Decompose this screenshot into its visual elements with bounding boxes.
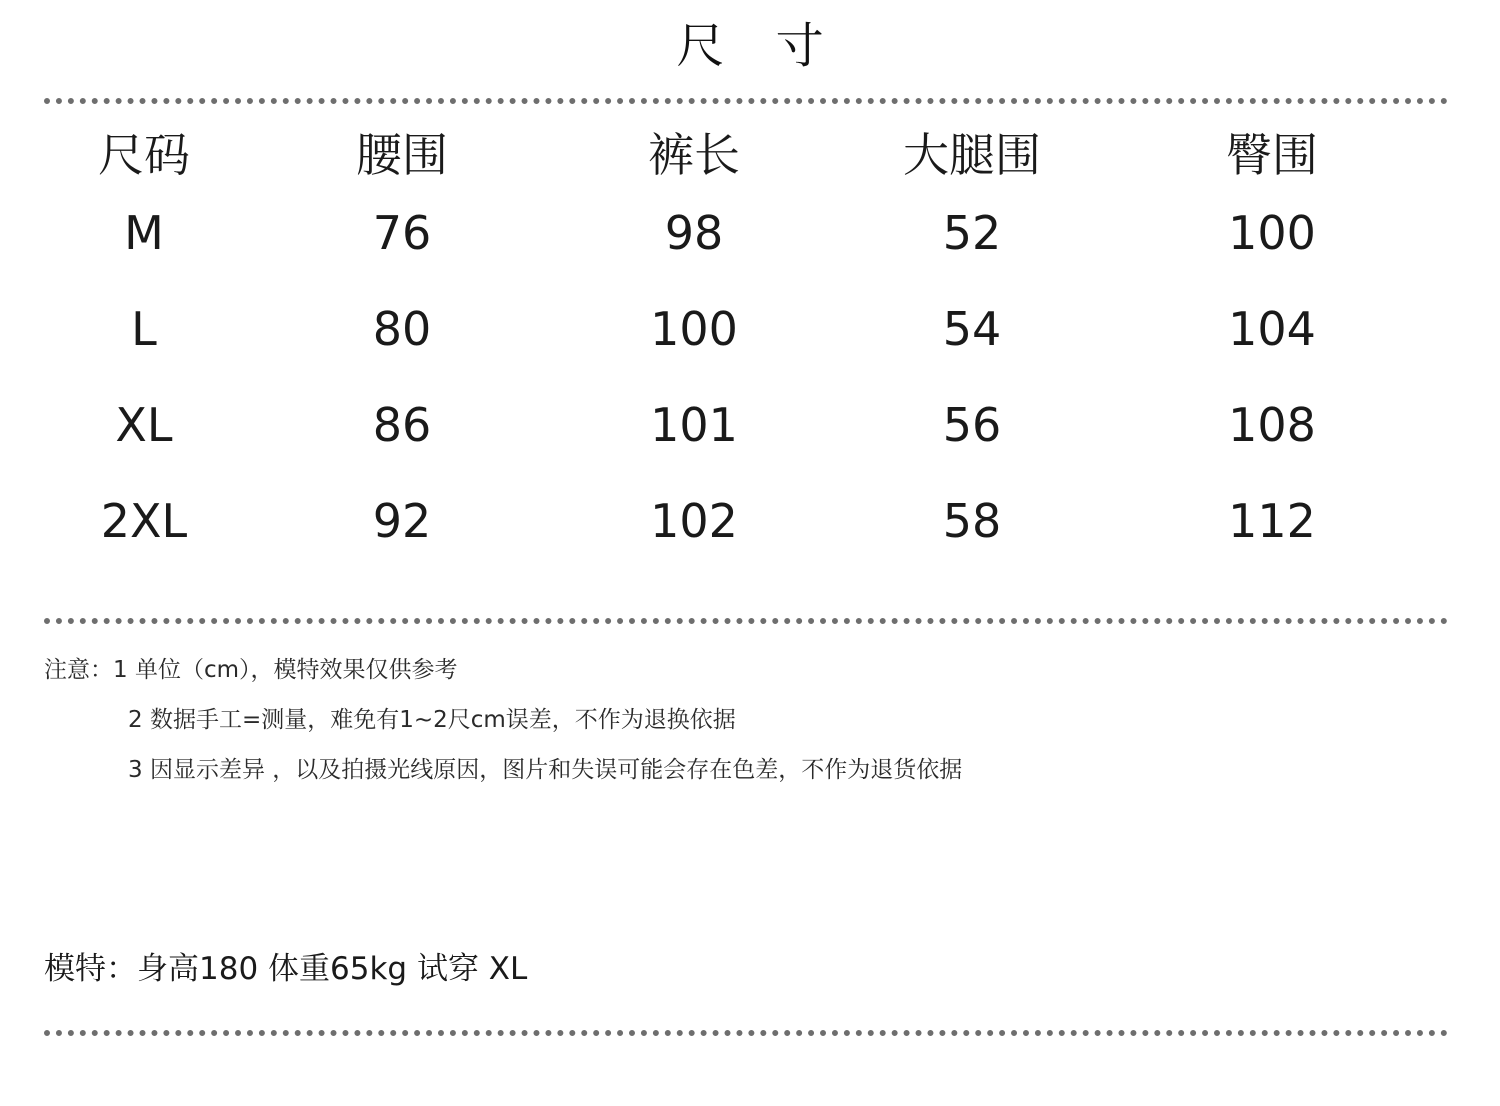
cell-length: 98 [664, 206, 724, 260]
table-row [44, 486, 1448, 556]
cell-waist: 92 [372, 494, 432, 548]
cell-hip: 100 [1228, 206, 1316, 260]
header-size: 尺码 [98, 128, 190, 182]
header-thigh: 大腿围 [903, 128, 1041, 182]
cell-thigh: 58 [942, 494, 1002, 548]
model-info: 模特：身高180 体重65kg 试穿 XL [44, 951, 528, 987]
note-line-1: 注意：1 单位（cm），模特效果仅供参考 [44, 657, 458, 683]
page-title: 尺 寸 [676, 18, 842, 74]
cell-hip: 104 [1228, 302, 1316, 356]
cell-hip: 112 [1228, 494, 1316, 548]
cell-hip: 108 [1228, 398, 1316, 452]
table-header-row [44, 120, 1448, 190]
cell-length: 102 [650, 494, 738, 548]
note-line-2: 2 数据手工=测量，难免有1~2尺cm误差，不作为退换依据 [128, 707, 736, 733]
cell-thigh: 56 [942, 398, 1002, 452]
note-line-3: 3 因显示差异 ，以及拍摄光线原因，图片和失误可能会存在色差，不作为退货依据 [128, 757, 963, 783]
header-hip: 臀围 [1226, 128, 1318, 182]
header-waist: 腰围 [356, 128, 448, 182]
divider-top [44, 98, 1448, 104]
cell-length: 101 [650, 398, 738, 452]
header-length: 裤长 [648, 128, 740, 182]
cell-waist: 76 [372, 206, 432, 260]
table-row [44, 294, 1448, 364]
cell-thigh: 52 [942, 206, 1002, 260]
cell-size: L [131, 302, 157, 356]
cell-thigh: 54 [942, 302, 1002, 356]
cell-size: 2XL [100, 494, 188, 548]
divider-bottom [44, 1030, 1448, 1036]
cell-waist: 86 [372, 398, 432, 452]
divider-middle [44, 618, 1448, 624]
cell-size: M [124, 206, 164, 260]
table-row [44, 390, 1448, 460]
cell-waist: 80 [372, 302, 432, 356]
cell-size: XL [115, 398, 173, 452]
table-row [44, 198, 1448, 268]
cell-length: 100 [650, 302, 738, 356]
